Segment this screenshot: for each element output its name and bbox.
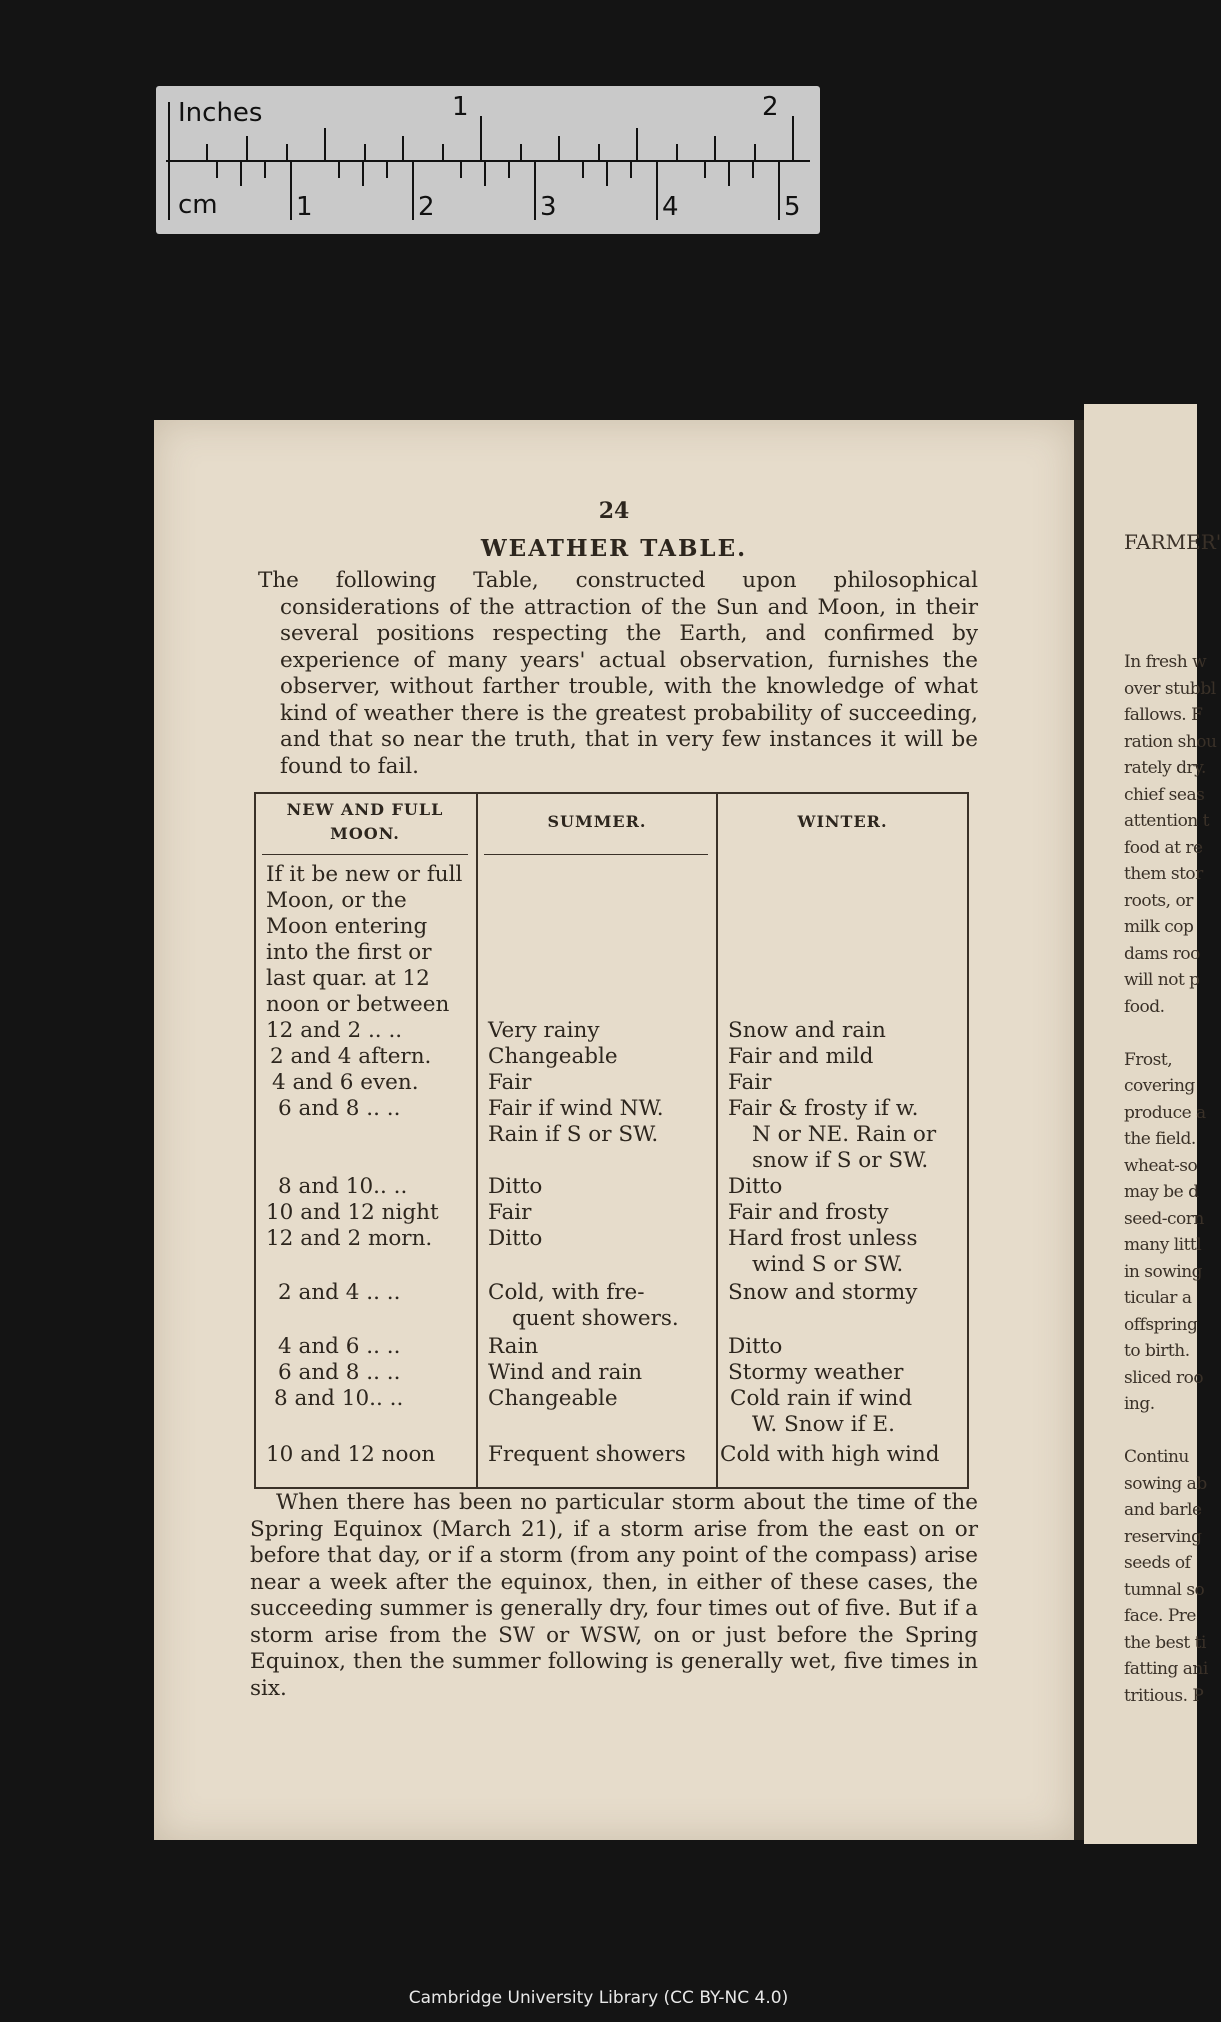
row-time: 8 and 10.. ..: [278, 1174, 408, 1199]
facing-page: [1084, 404, 1221, 1844]
facing-page-line: food.: [1124, 996, 1165, 1017]
facing-page-line: reserving: [1124, 1526, 1202, 1547]
row-time: 10 and 12 noon: [266, 1442, 436, 1467]
row-time: 8 and 10.. ..: [274, 1386, 404, 1411]
inches-label: Inches: [178, 98, 263, 128]
row-time: 6 and 8 .. ..: [278, 1096, 401, 1121]
facing-page-line: chief seas: [1124, 784, 1205, 805]
facing-page-line: ing.: [1124, 1394, 1155, 1414]
row-winter-line3: snow if S or SW.: [752, 1148, 929, 1173]
cm-mark-3: 3: [540, 192, 557, 222]
facing-page-line: covering: [1124, 1076, 1195, 1096]
facing-page-line: the field.: [1124, 1129, 1196, 1149]
row-winter: Hard frost unless: [728, 1226, 918, 1251]
facing-page-line: Continu: [1124, 1447, 1189, 1467]
facing-page-line: in sowing: [1124, 1261, 1203, 1282]
row-summer: Cold, with fre-: [488, 1280, 645, 1305]
table-bottom-rule: [254, 1487, 969, 1489]
facing-page-line: wheat-so: [1124, 1155, 1198, 1176]
ruler-baseline: [166, 160, 810, 162]
row-winter-line2: W. Snow if E.: [752, 1412, 895, 1437]
intro-text: The following Table, constructed upon philosophical considerations of the attraction of the Sun and Moon, in their several positions respecting the Earth, and confirmed by experience of many years' actual observation, furnishes the observer, without farther trouble, with the knowledge of what kind of weather there is the greatest probability of succeeding, and that so near the truth, that in very few instances it will be found to fail.: [258, 568, 978, 779]
table-preamble: If it be new or full Moon, or the Moon entering into the first or last quar. at 12 noon or between: [266, 862, 463, 1017]
row-summer: Very rainy: [488, 1018, 600, 1043]
facing-page-line: the best ti: [1124, 1632, 1206, 1653]
facing-page-line: to birth.: [1124, 1341, 1190, 1361]
facing-page-line: Frost,: [1124, 1049, 1173, 1070]
intro-paragraph: [258, 568, 978, 780]
row-time: 12 and 2 morn.: [266, 1226, 433, 1251]
table-left-border: [254, 792, 256, 1489]
book-gutter: [1074, 420, 1084, 1840]
header-underline-1: [262, 854, 468, 855]
facing-page-line: dams roo: [1124, 943, 1200, 964]
row-summer: Ditto: [488, 1174, 543, 1199]
row-time: 10 and 12 night: [266, 1200, 439, 1225]
row-summer: Changeable: [488, 1044, 618, 1069]
facing-page-line: tritious. P: [1124, 1685, 1204, 1706]
row-summer: Fair if wind NW.: [488, 1096, 664, 1121]
row-winter: Cold rain if wind: [730, 1386, 913, 1411]
row-time: 4 and 6 even.: [272, 1070, 419, 1095]
row-summer: Frequent showers: [488, 1442, 686, 1467]
row-winter: Fair & frosty if w.: [728, 1096, 919, 1121]
row-summer: Changeable: [488, 1386, 618, 1411]
facing-page-line: roots, or: [1124, 890, 1193, 911]
facing-page-line: In fresh w: [1124, 652, 1207, 672]
row-time: 2 and 4 aftern.: [270, 1044, 432, 1069]
facing-page-line: attention t: [1124, 811, 1209, 831]
facing-page-line: seeds of: [1124, 1553, 1191, 1573]
row-winter-line2: wind S or SW.: [752, 1252, 904, 1277]
row-winter: Fair and mild: [728, 1044, 874, 1069]
inch-mark-1: 1: [452, 92, 469, 122]
closing-text: When there has been no particular storm about the time of the Spring Equinox (March 21), if a storm arise from the east on or before that day, or if a storm (from any point of the compass) arise near a week after the equinox, then, in either of these cases, the succeeding summer is generally dry, four times out of five. But if a storm arise from the SW or WSW, on or just before the Spring Equinox, then the summer following is generally wet, five times in six.: [250, 1490, 978, 1701]
row-summer: Wind and rain: [488, 1360, 643, 1385]
facing-page-line: face. Pre: [1124, 1606, 1196, 1626]
row-summer-line2: Rain if S or SW.: [488, 1122, 659, 1147]
cm-mark-1: 1: [296, 192, 313, 222]
column-header-winter: WINTER.: [797, 812, 888, 831]
row-summer: Fair: [488, 1200, 532, 1225]
column-header-summer: SUMMER.: [547, 812, 647, 831]
row-time: 12 and 2 .. ..: [266, 1018, 403, 1043]
row-summer-line2: quent showers.: [512, 1306, 679, 1331]
row-time: 6 and 8 .. ..: [278, 1360, 401, 1385]
row-winter: Stormy weather: [728, 1360, 904, 1385]
facing-page-line: food at re: [1124, 837, 1203, 858]
facing-page-line: will not p: [1124, 970, 1200, 990]
cm-mark-5: 5: [784, 192, 801, 222]
row-winter: Cold with high wind: [720, 1442, 940, 1467]
closing-paragraph: [250, 1490, 978, 1702]
facing-page-line: tumnal so: [1124, 1579, 1205, 1600]
row-summer: Ditto: [488, 1226, 543, 1251]
facing-page-line: many littl: [1124, 1235, 1202, 1255]
inch-mark-2: 2: [762, 92, 779, 122]
facing-page-line: over stubbl: [1124, 678, 1216, 699]
book-page: [154, 420, 1074, 1840]
column-header-moon: NEW AND FULL MOON.: [286, 800, 444, 843]
table-right-border: [967, 792, 969, 1489]
facing-page-line: sowing ab: [1124, 1473, 1207, 1494]
facing-page-line: fatting ani: [1124, 1659, 1208, 1679]
table-top-rule: [254, 792, 969, 794]
facing-page-line: produce a: [1124, 1102, 1206, 1123]
facing-page-header: FARMER': [1124, 530, 1221, 554]
row-winter: Snow and stormy: [728, 1280, 918, 1305]
scale-ruler: [156, 86, 820, 234]
table-col-divider-1: [476, 792, 478, 1489]
facing-page-line: and barle: [1124, 1500, 1202, 1520]
facing-page-line: milk cop: [1124, 917, 1194, 937]
facing-page-line: offspring: [1124, 1314, 1198, 1335]
cm-mark-2: 2: [418, 192, 435, 222]
facing-page-line: them stor: [1124, 864, 1203, 884]
cm-label: cm: [178, 190, 218, 220]
row-winter: Ditto: [728, 1334, 783, 1359]
row-winter: Fair and frosty: [728, 1200, 889, 1225]
row-winter: Ditto: [728, 1174, 783, 1199]
facing-page-line: sliced roo: [1124, 1367, 1204, 1388]
cm-mark-4: 4: [662, 192, 679, 222]
row-time: 4 and 6 .. ..: [278, 1334, 401, 1359]
weather-table: [254, 792, 969, 1492]
table-col-divider-2: [716, 792, 718, 1489]
row-winter: Snow and rain: [728, 1018, 886, 1043]
page-title: WEATHER TABLE.: [480, 535, 748, 562]
row-time: 2 and 4 .. ..: [278, 1280, 401, 1305]
header-underline-2: [484, 854, 708, 855]
row-summer: Fair: [488, 1070, 532, 1095]
facing-page-line: ticular a: [1124, 1288, 1192, 1308]
facing-page-line: ration shou: [1124, 731, 1217, 752]
row-winter-line2: N or NE. Rain or: [752, 1122, 937, 1147]
page-number: 24: [598, 498, 630, 524]
image-credit: Cambridge University Library (CC BY-NC 4.0): [408, 1988, 789, 2008]
row-winter: Fair: [728, 1070, 772, 1095]
facing-page-line: fallows. F: [1124, 705, 1203, 725]
facing-page-line: rately dry.: [1124, 758, 1206, 778]
facing-page-line: seed-corn: [1124, 1208, 1204, 1229]
row-summer: Rain: [488, 1334, 539, 1359]
facing-page-line: may be d: [1124, 1182, 1199, 1202]
